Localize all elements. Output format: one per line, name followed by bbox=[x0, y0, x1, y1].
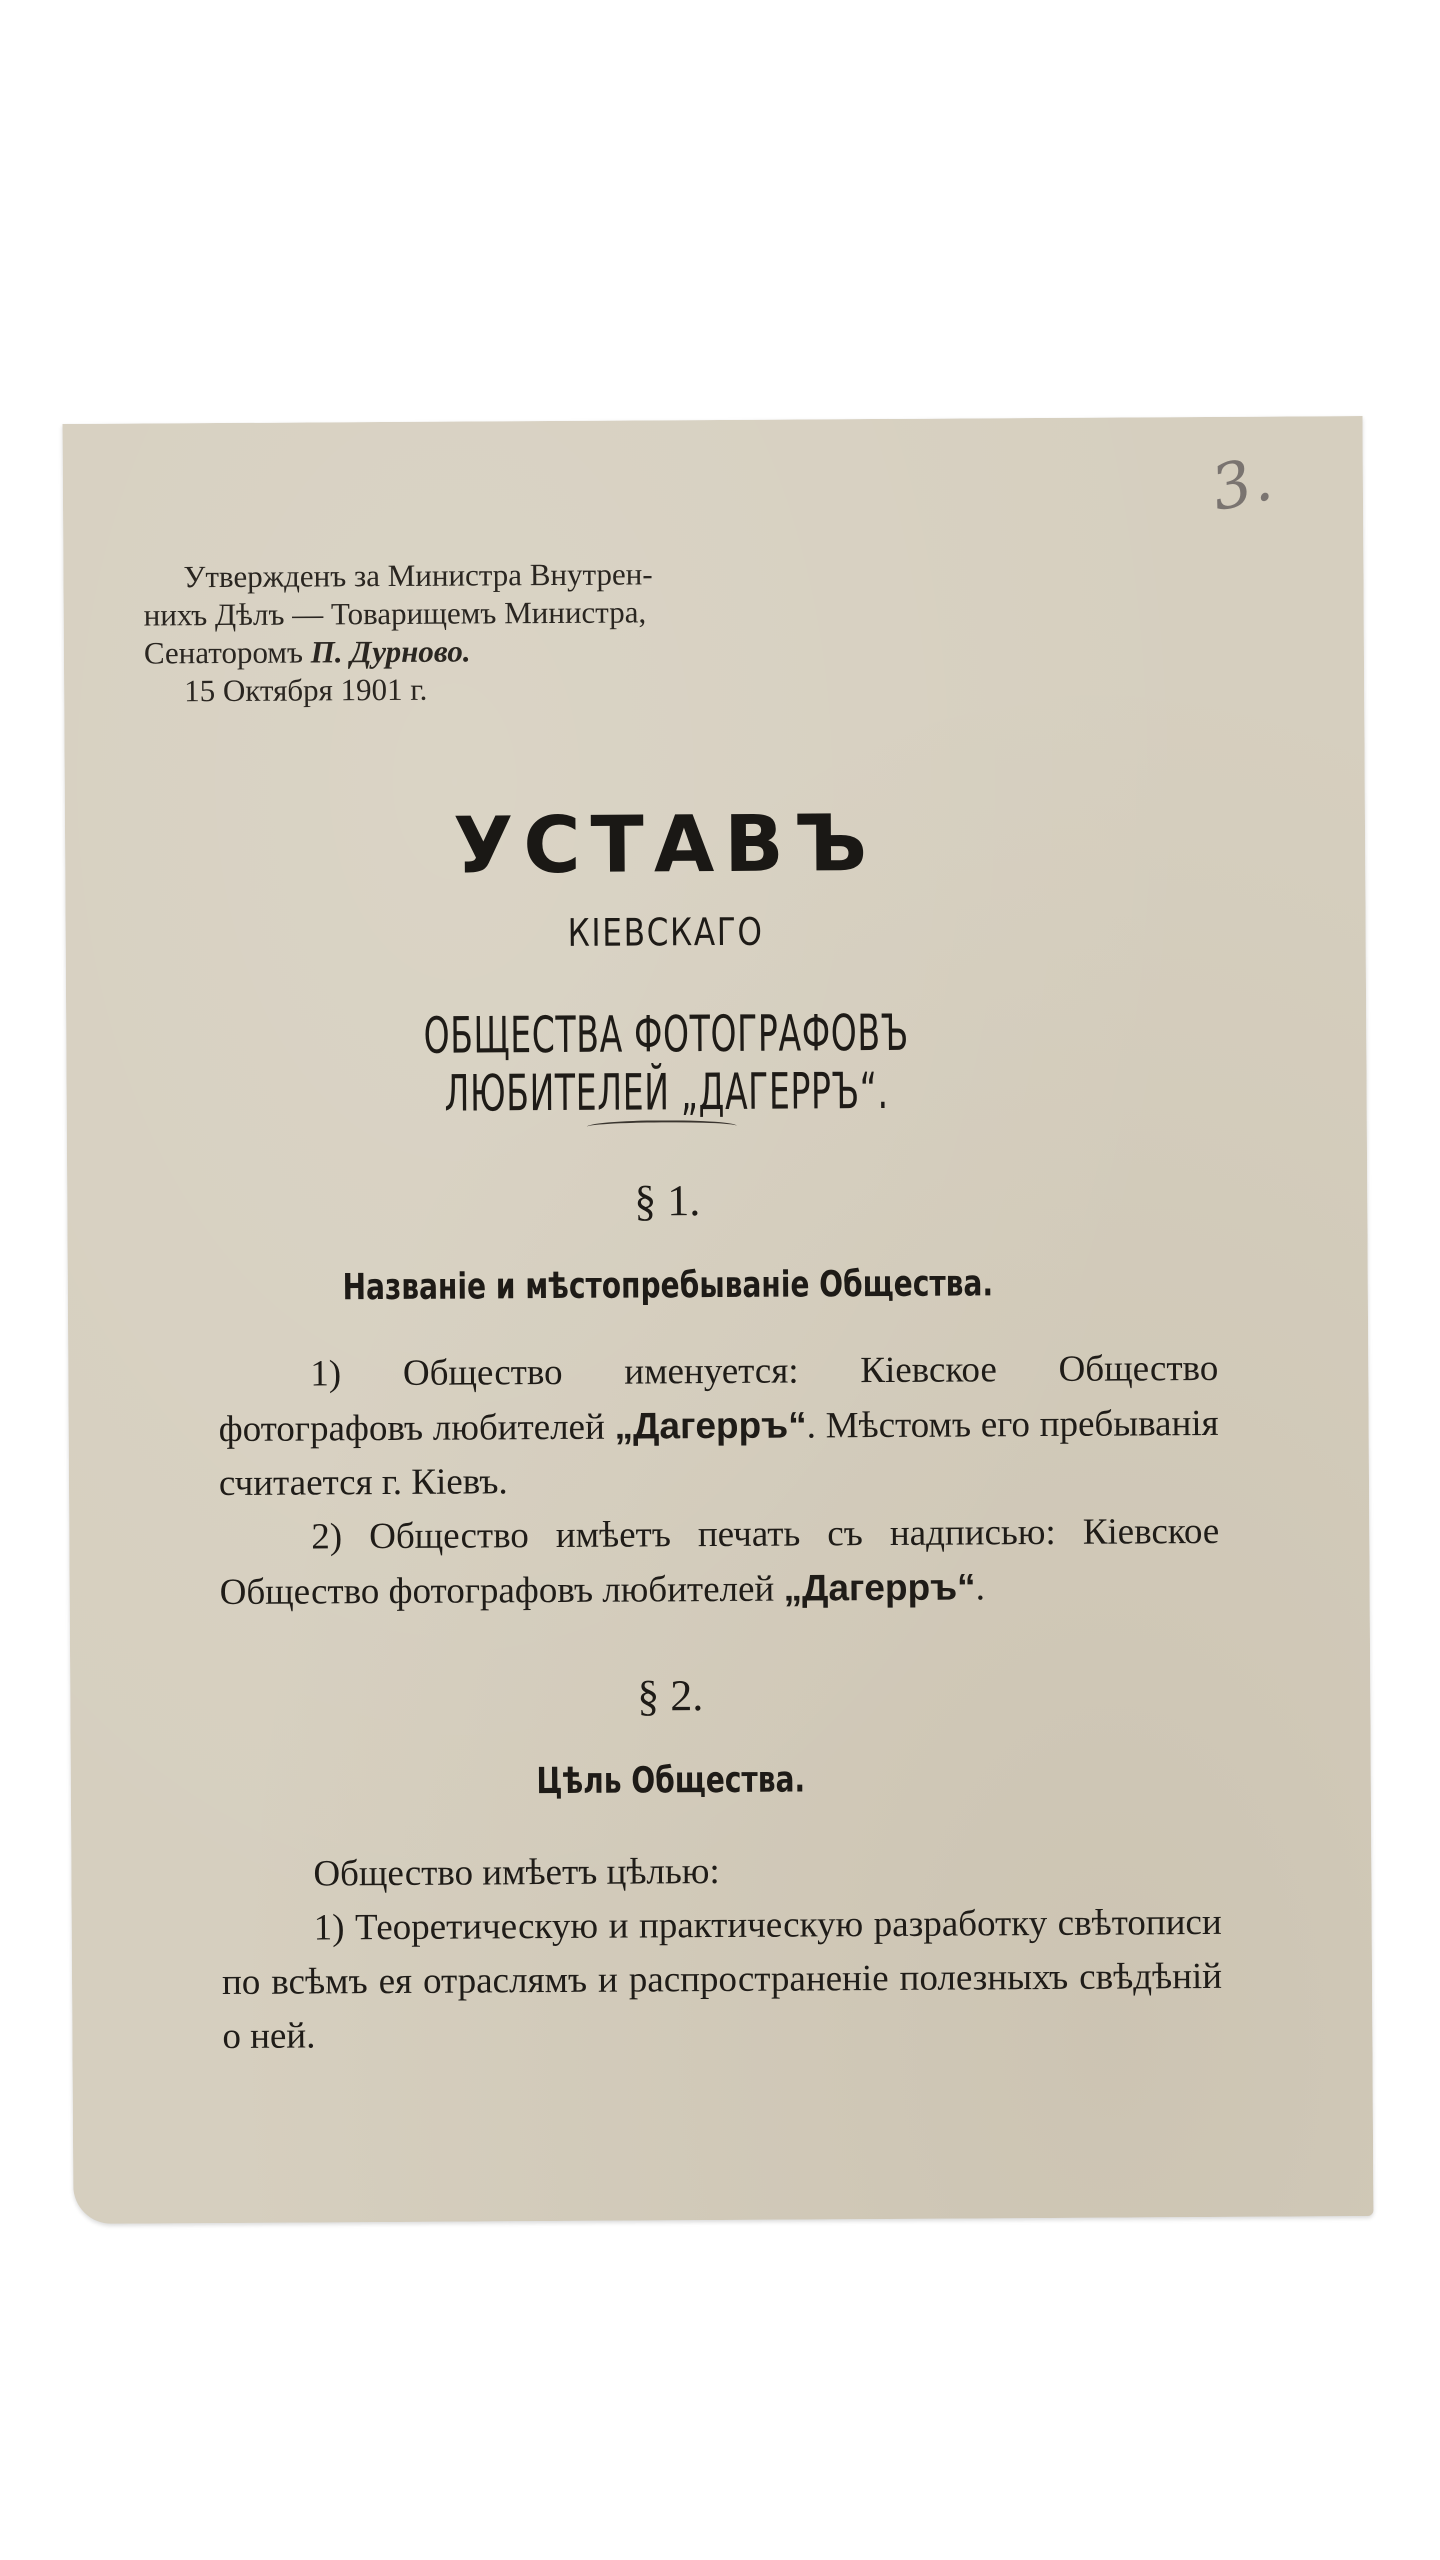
section-2-number: § 2. bbox=[637, 1671, 704, 1721]
text-run: . Мѣстомъ его пребыванія считается г. Кіевъ. bbox=[218, 1402, 1219, 1505]
approval-date: 15 Октября 1901 г. bbox=[184, 671, 428, 709]
text-run: 1) Общество именуется: Кіевское Общество фотографовъ любителей bbox=[218, 1347, 1219, 1451]
text-run: 2) Общество имѣетъ печать съ надписью: Кіевское Общество фотографовъ любителей bbox=[219, 1510, 1220, 1614]
handwritten-page-number: 3. bbox=[1204, 441, 1279, 526]
document-page bbox=[63, 416, 1374, 2224]
section-1-number: § 1. bbox=[634, 1176, 701, 1226]
section-2-heading: Цѣль Общества. bbox=[536, 1759, 806, 1803]
approval-signatory: П. Дурново. bbox=[310, 633, 471, 670]
section-1-body bbox=[218, 1342, 1220, 1620]
section-1-paragraph-2 bbox=[219, 1505, 1220, 1620]
text-run: . bbox=[975, 1567, 986, 1609]
section-1-heading: Названіе и мѣстопребываніе Общества. bbox=[342, 1263, 994, 1309]
approval-line-2: нихъ Дѣлъ — Товарищемъ Министра, bbox=[143, 594, 647, 633]
section-1-paragraph-1 bbox=[218, 1342, 1219, 1511]
document-subtitle-society: ОБЩЕСТВА ФОТОГРАФОВЪ ЛЮБИТЕЛЕЙ „ДАГЕРРЪ“. bbox=[423, 1003, 910, 1123]
society-name-bold: „Дагерръ“ bbox=[783, 1566, 976, 1609]
approval-line-3 bbox=[144, 631, 764, 673]
document-title: УСТАВЪ bbox=[452, 799, 878, 892]
approval-title: Сенаторомъ bbox=[143, 634, 304, 671]
approval-note bbox=[143, 555, 764, 711]
approval-line-1: Утвержденъ за Министра Внутрен- bbox=[183, 556, 653, 595]
document-subtitle-city: КІЕВСКАГО bbox=[567, 909, 764, 955]
section-2-paragraph-1: Общество имѣетъ цѣлью: bbox=[313, 1851, 720, 1895]
section-2-body bbox=[221, 1842, 1222, 2064]
section-2-paragraph-2: 1) Теоретическую и практическую разработку свѣтописи по всѣмъ ея отраслямъ и распространеніе полезныхъ свѣдѣній о ней. bbox=[221, 1901, 1223, 2058]
ornamental-divider bbox=[587, 1120, 737, 1133]
society-name-bold: „Дагерръ“ bbox=[614, 1404, 807, 1447]
